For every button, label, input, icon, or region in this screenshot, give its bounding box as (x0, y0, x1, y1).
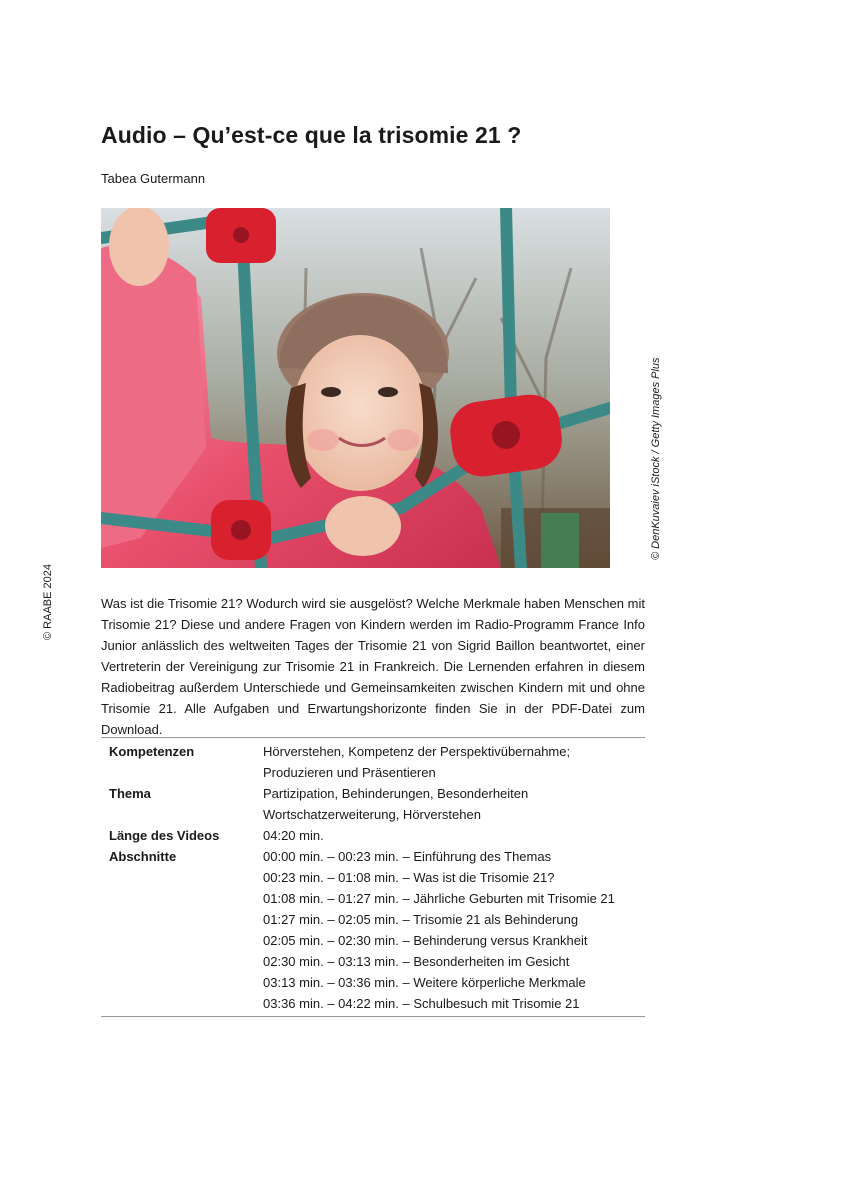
section-entry: 03:13 min. – 03:36 min. – Weitere körperliche Merkmale (263, 975, 586, 990)
info-values (263, 783, 645, 825)
info-value: 04:20 min. (263, 828, 324, 843)
section-entry: 03:36 min. – 04:22 min. – Schulbesuch mit Trisomie 21 (263, 996, 580, 1011)
section-entry: 01:08 min. – 01:27 min. – Jährliche Geburten mit Trisomie 21 (263, 891, 615, 906)
info-value: Hörverstehen, Kompetenz der Perspektivübernahme; (263, 744, 571, 759)
section-entry: 02:30 min. – 03:13 min. – Besonderheiten im Gesicht (263, 954, 570, 969)
info-values (263, 846, 645, 1014)
copyright-notice: © RAABE 2024 (42, 564, 54, 640)
section-entry: 02:05 min. – 02:30 min. – Behinderung versus Krankheit (263, 933, 588, 948)
photo-credit: © DenKuvaiev iStock / Getty Images Plus (650, 357, 662, 560)
page-title: Audio – Qu’est-ce que la trisomie 21 ? (101, 122, 522, 148)
author-name: Tabea Gutermann (101, 171, 206, 186)
info-table (101, 737, 645, 1017)
info-values (263, 741, 645, 783)
info-label: Länge des Videos (109, 828, 220, 843)
section-entry: 01:27 min. – 02:05 min. – Trisomie 21 als Behinderung (263, 912, 579, 927)
info-label: Kompetenzen (109, 744, 195, 759)
info-values (263, 825, 645, 846)
info-label: Abschnitte (109, 849, 177, 864)
info-row-laenge (101, 825, 645, 846)
info-row-kompetenzen (101, 741, 645, 783)
intro-paragraph: Was ist die Trisomie 21? Wodurch wird sie ausgelöst? Welche Merkmale haben Menschen mit Trisomie 21? Diese und andere Fragen von Kindern werden im Radio-Programm France Info Junior anlässlich des weltweiten Tages der Trisomie 21 von Sigrid Baillon beantwortet, einer Vertreterin der Vereinigung zur Trisomie 21 in Frankreich. Die Lernenden erfahren in diesem Radiobeitrag außerdem Unterschiede und Gemeinsamkeiten zwischen Kindern mit und ohne Trisomie 21. Alle Aufgaben und Erwartungshorizonte finden Sie in der PDF-Datei zum Download. (101, 596, 645, 737)
info-row-thema (101, 783, 645, 825)
info-label: Thema (109, 786, 151, 801)
section-entry: 00:23 min. – 01:08 min. – Was ist die Trisomie 21? (263, 870, 555, 885)
cover-photo (101, 208, 610, 568)
info-row-abschnitte (101, 846, 645, 1014)
info-value: Partizipation, Behinderungen, Besonderheiten (263, 786, 529, 801)
info-value: Produzieren und Präsentieren (263, 765, 436, 780)
info-value: Wortschatzerweiterung, Hörverstehen (263, 807, 481, 822)
section-entry: 00:00 min. – 00:23 min. – Einführung des Themas (263, 849, 552, 864)
child-on-rope-net-illustration (101, 208, 610, 568)
